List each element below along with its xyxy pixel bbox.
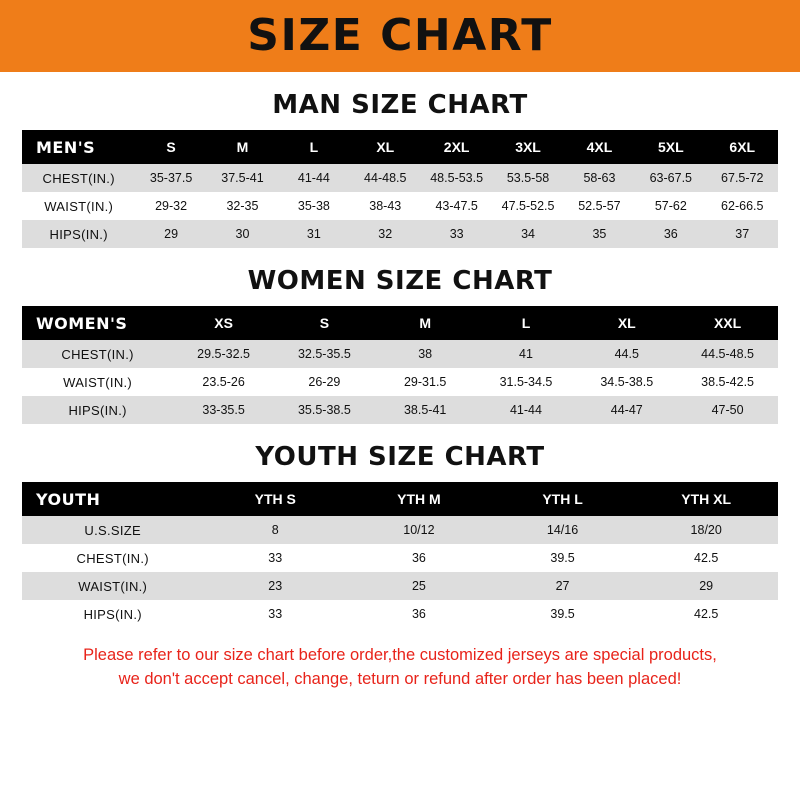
youth-chest-m: 36 bbox=[347, 544, 491, 572]
men-hips-m: 30 bbox=[207, 220, 278, 248]
youth-size-table bbox=[22, 482, 778, 628]
youth-waist-m: 25 bbox=[347, 572, 491, 600]
men-table-body bbox=[22, 164, 778, 248]
youth-table-head bbox=[22, 482, 778, 516]
men-hips-s: 29 bbox=[135, 220, 206, 248]
youth-waist-l: 27 bbox=[491, 572, 635, 600]
table-row bbox=[22, 396, 778, 424]
youth-chest-l: 39.5 bbox=[491, 544, 635, 572]
women-chest-s: 32.5-35.5 bbox=[274, 340, 375, 368]
women-hips-s: 35.5-38.5 bbox=[274, 396, 375, 424]
men-hips-3xl: 34 bbox=[492, 220, 563, 248]
men-chest-6xl: 67.5-72 bbox=[707, 164, 778, 192]
men-waist-label: WAIST(IN.) bbox=[22, 192, 135, 220]
table-row bbox=[22, 544, 778, 572]
men-chest-4xl: 58-63 bbox=[564, 164, 635, 192]
men-hips-2xl: 33 bbox=[421, 220, 492, 248]
youth-chest-s: 33 bbox=[203, 544, 347, 572]
youth-ussize-label: U.S.SIZE bbox=[22, 516, 203, 544]
women-waist-xxl: 38.5-42.5 bbox=[677, 368, 778, 396]
women-col-s: S bbox=[274, 306, 375, 340]
women-table-head bbox=[22, 306, 778, 340]
women-col-xs: XS bbox=[173, 306, 274, 340]
men-chest-l: 41-44 bbox=[278, 164, 349, 192]
youth-hips-l: 39.5 bbox=[491, 600, 635, 628]
men-waist-m: 32-35 bbox=[207, 192, 278, 220]
men-col-6xl: 6XL bbox=[707, 130, 778, 164]
men-chest-m: 37.5-41 bbox=[207, 164, 278, 192]
youth-col-l: YTH L bbox=[491, 482, 635, 516]
men-waist-xl: 38-43 bbox=[350, 192, 421, 220]
women-chest-xs: 29.5-32.5 bbox=[173, 340, 274, 368]
men-chest-3xl: 53.5-58 bbox=[492, 164, 563, 192]
youth-hips-xl: 42.5 bbox=[634, 600, 778, 628]
men-size-table bbox=[22, 130, 778, 248]
youth-hips-s: 33 bbox=[203, 600, 347, 628]
women-col-xxl: XXL bbox=[677, 306, 778, 340]
table-row bbox=[22, 192, 778, 220]
table-header-row bbox=[22, 306, 778, 340]
youth-table-body bbox=[22, 516, 778, 628]
youth-col-m: YTH M bbox=[347, 482, 491, 516]
men-row-header: MEN'S bbox=[22, 130, 135, 164]
men-col-s: S bbox=[135, 130, 206, 164]
youth-ussize-m: 10/12 bbox=[347, 516, 491, 544]
women-col-l: L bbox=[476, 306, 577, 340]
men-chest-label: CHEST(IN.) bbox=[22, 164, 135, 192]
men-waist-l: 35-38 bbox=[278, 192, 349, 220]
table-row bbox=[22, 340, 778, 368]
table-row bbox=[22, 516, 778, 544]
table-row bbox=[22, 164, 778, 192]
youth-waist-label: WAIST(IN.) bbox=[22, 572, 203, 600]
men-hips-6xl: 37 bbox=[707, 220, 778, 248]
banner-left-block bbox=[0, 0, 72, 72]
youth-ussize-xl: 18/20 bbox=[634, 516, 778, 544]
men-hips-4xl: 35 bbox=[564, 220, 635, 248]
men-chest-s: 35-37.5 bbox=[135, 164, 206, 192]
women-hips-label: HIPS(IN.) bbox=[22, 396, 173, 424]
men-waist-4xl: 52.5-57 bbox=[564, 192, 635, 220]
youth-waist-s: 23 bbox=[203, 572, 347, 600]
table-row bbox=[22, 368, 778, 396]
men-col-4xl: 4XL bbox=[564, 130, 635, 164]
men-col-2xl: 2XL bbox=[421, 130, 492, 164]
women-hips-xs: 33-35.5 bbox=[173, 396, 274, 424]
table-header-row bbox=[22, 482, 778, 516]
women-waist-s: 26-29 bbox=[274, 368, 375, 396]
men-waist-3xl: 47.5-52.5 bbox=[492, 192, 563, 220]
youth-ussize-l: 14/16 bbox=[491, 516, 635, 544]
men-waist-5xl: 57-62 bbox=[635, 192, 706, 220]
banner-right-block bbox=[728, 0, 800, 72]
men-hips-label: HIPS(IN.) bbox=[22, 220, 135, 248]
men-section-title: MAN SIZE CHART bbox=[272, 90, 528, 120]
women-section-title: WOMEN SIZE CHART bbox=[247, 266, 553, 296]
youth-section-title: YOUTH SIZE CHART bbox=[255, 442, 545, 472]
table-row bbox=[22, 572, 778, 600]
youth-waist-xl: 29 bbox=[634, 572, 778, 600]
men-chest-5xl: 63-67.5 bbox=[635, 164, 706, 192]
men-table-head bbox=[22, 130, 778, 164]
women-table-body bbox=[22, 340, 778, 424]
women-size-table bbox=[22, 306, 778, 424]
men-col-3xl: 3XL bbox=[492, 130, 563, 164]
women-waist-xl: 34.5-38.5 bbox=[576, 368, 677, 396]
youth-hips-label: HIPS(IN.) bbox=[22, 600, 203, 628]
table-header-row bbox=[22, 130, 778, 164]
women-chest-m: 38 bbox=[375, 340, 476, 368]
men-col-m: M bbox=[207, 130, 278, 164]
youth-chest-xl: 42.5 bbox=[634, 544, 778, 572]
table-row bbox=[22, 600, 778, 628]
women-hips-l: 41-44 bbox=[476, 396, 577, 424]
women-waist-l: 31.5-34.5 bbox=[476, 368, 577, 396]
men-hips-5xl: 36 bbox=[635, 220, 706, 248]
content-area bbox=[0, 90, 800, 692]
women-chest-label: CHEST(IN.) bbox=[22, 340, 173, 368]
men-waist-2xl: 43-47.5 bbox=[421, 192, 492, 220]
youth-row-header: YOUTH bbox=[22, 482, 203, 516]
men-col-5xl: 5XL bbox=[635, 130, 706, 164]
youth-col-s: YTH S bbox=[203, 482, 347, 516]
youth-ussize-s: 8 bbox=[203, 516, 347, 544]
women-col-xl: XL bbox=[576, 306, 677, 340]
youth-hips-m: 36 bbox=[347, 600, 491, 628]
men-hips-l: 31 bbox=[278, 220, 349, 248]
women-hips-m: 38.5-41 bbox=[375, 396, 476, 424]
women-chest-l: 41 bbox=[476, 340, 577, 368]
footer-note-line2: we don't accept cancel, change, teturn or refund after order has been placed! bbox=[118, 669, 682, 688]
women-hips-xl: 44-47 bbox=[576, 396, 677, 424]
table-row bbox=[22, 220, 778, 248]
men-hips-xl: 32 bbox=[350, 220, 421, 248]
women-chest-xl: 44.5 bbox=[576, 340, 677, 368]
men-col-l: L bbox=[278, 130, 349, 164]
men-waist-6xl: 62-66.5 bbox=[707, 192, 778, 220]
footer-note-line1: Please refer to our size chart before order,the customized jerseys are special products, bbox=[83, 646, 717, 664]
youth-col-xl: YTH XL bbox=[634, 482, 778, 516]
header-banner bbox=[0, 0, 800, 72]
women-waist-label: WAIST(IN.) bbox=[22, 368, 173, 396]
women-waist-m: 29-31.5 bbox=[375, 368, 476, 396]
page-title: SIZE CHART bbox=[247, 10, 553, 61]
women-col-m: M bbox=[375, 306, 476, 340]
footer-note bbox=[22, 644, 778, 692]
women-hips-xxl: 47-50 bbox=[677, 396, 778, 424]
women-waist-xs: 23.5-26 bbox=[173, 368, 274, 396]
women-chest-xxl: 44.5-48.5 bbox=[677, 340, 778, 368]
men-chest-2xl: 48.5-53.5 bbox=[421, 164, 492, 192]
men-chest-xl: 44-48.5 bbox=[350, 164, 421, 192]
men-col-xl: XL bbox=[350, 130, 421, 164]
youth-chest-label: CHEST(IN.) bbox=[22, 544, 203, 572]
women-row-header: WOMEN'S bbox=[22, 306, 173, 340]
banner-center-block bbox=[72, 0, 728, 72]
men-waist-s: 29-32 bbox=[135, 192, 206, 220]
